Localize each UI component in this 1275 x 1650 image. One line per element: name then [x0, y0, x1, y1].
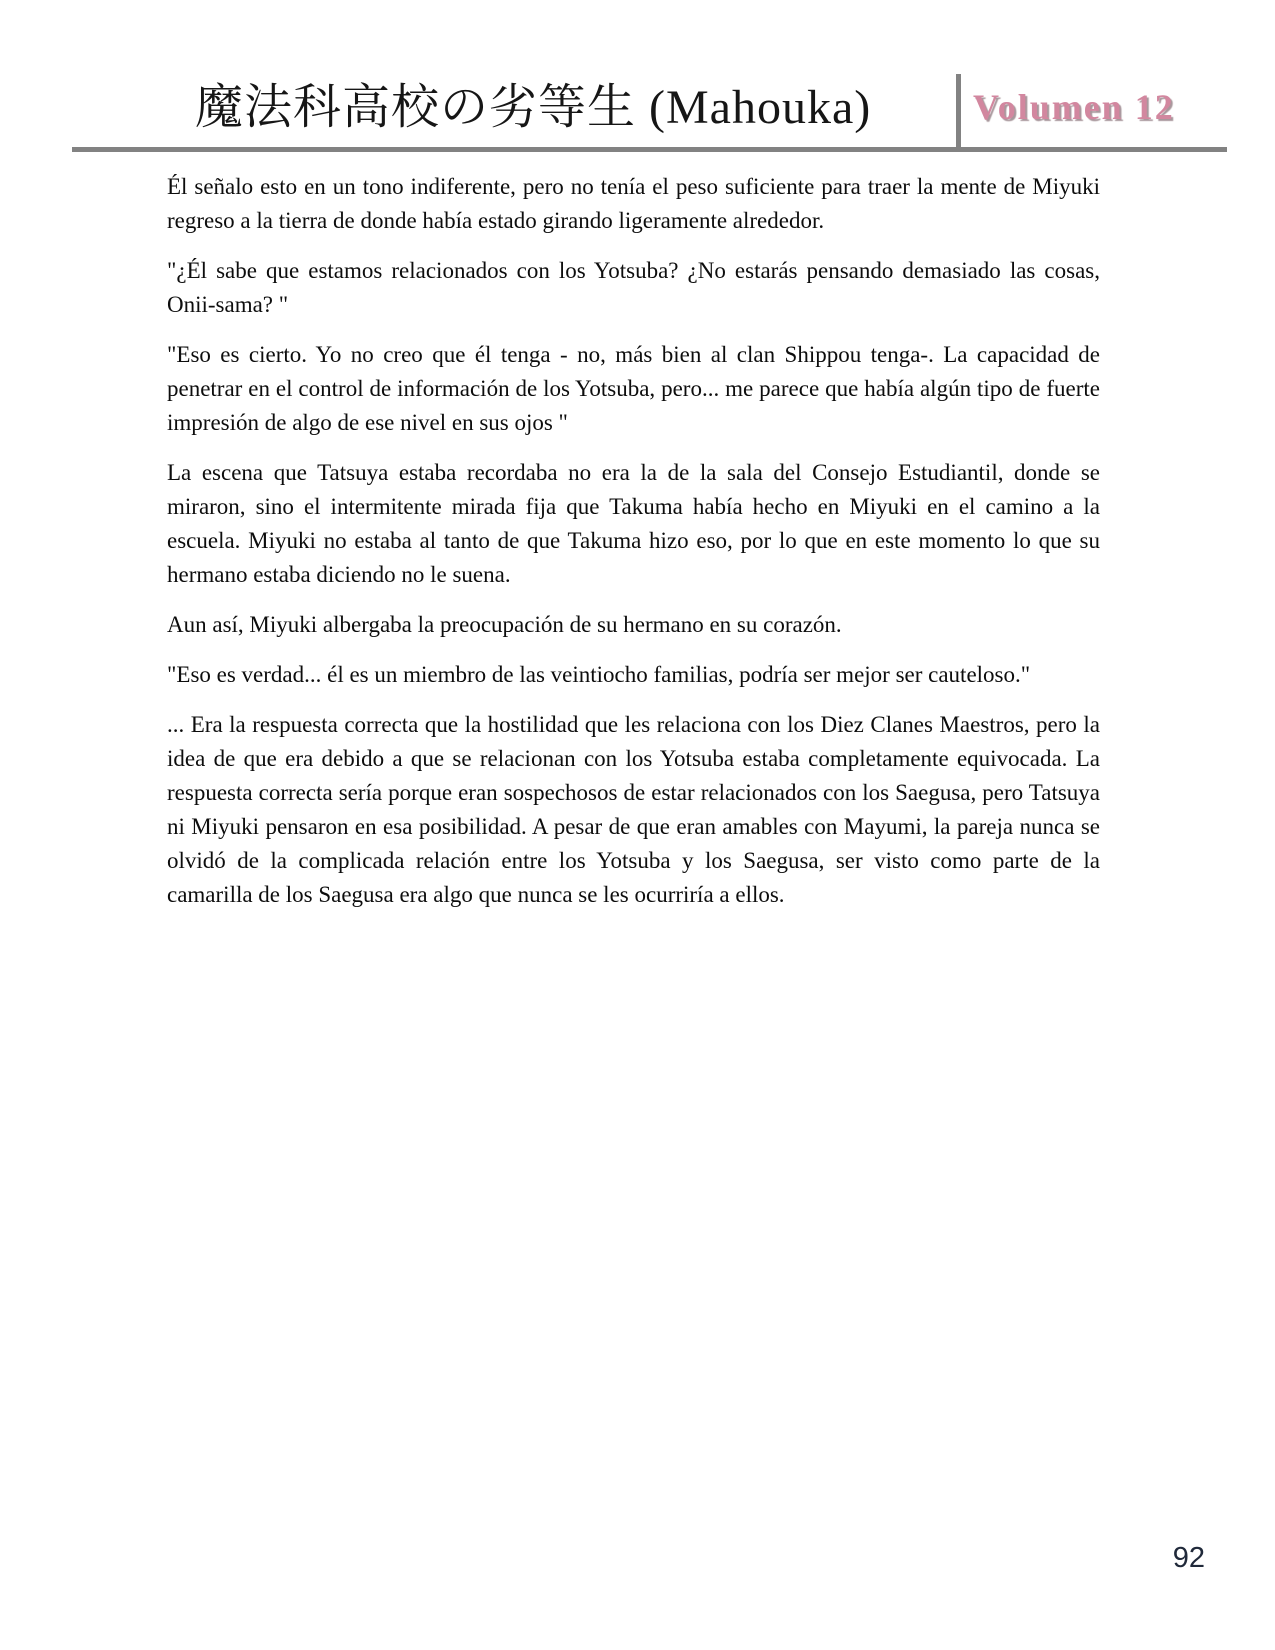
volume-badge: Volumen 12	[973, 87, 1175, 127]
body-paragraph: "¿Él sabe que estamos relacionados con los Yotsuba? ¿No estarás pensando demasiado las cosas, Onii-sama? "	[167, 258, 1100, 317]
body-paragraph: "Eso es verdad... él es un miembro de las veintiocho familias, podría ser mejor ser cauteloso."	[167, 662, 1031, 687]
header-divider-bar	[956, 74, 961, 152]
header-rule	[72, 147, 1227, 152]
body-paragraph: "Eso es cierto. Yo no creo que él tenga - no, más bien al clan Shippou tenga-. La capacidad de penetrar en el control de información de los Yotsuba, pero... me parece que había algún tipo de fuerte impresión de algo de ese nivel en sus ojos "	[167, 342, 1100, 435]
page-number: 92	[1172, 1542, 1205, 1574]
body-paragraph: Él señalo esto en un tono indiferente, pero no tenía el peso suficiente para traer la mente de Miyuki regreso a la tierra de donde había estado girando ligeramente alrededor.	[167, 174, 1100, 233]
body-paragraph: Aun así, Miyuki albergaba la preocupación de su hermano en su corazón.	[167, 612, 842, 637]
body-paragraph: ... Era la respuesta correcta que la hostilidad que les relaciona con los Diez Clanes Maestros, pero la idea de que era debido a que se relacionan con los Yotsuba estaba completamente equivocada. La respuesta correcta sería porque eran sospechosos de estar relacionados con los Saegusa, pero Tatsuya ni Miyuki pensaron en esa posibilidad. A pesar de que eran amables con Mayumi, la pareja nunca se olvidó de la complicada relación entre los Yotsuba y los Saegusa, ser visto como parte de la camarilla de los Saegusa era algo que nunca se les ocurriría a ellos.	[167, 712, 1100, 907]
page-title: 魔法科高校の劣等生 (Mahouka)	[195, 81, 872, 134]
body-text	[167, 170, 1100, 928]
body-paragraph: La escena que Tatsuya estaba recordaba no era la de la sala del Consejo Estudiantil, donde se miraron, sino el intermitente mirada fija que Takuma había hecho en Miyuki en el camino a la escuela. Miyuki no estaba al tanto de que Takuma hizo eso, por lo que en este momento lo que su hermano estaba diciendo no le suena.	[167, 460, 1100, 587]
